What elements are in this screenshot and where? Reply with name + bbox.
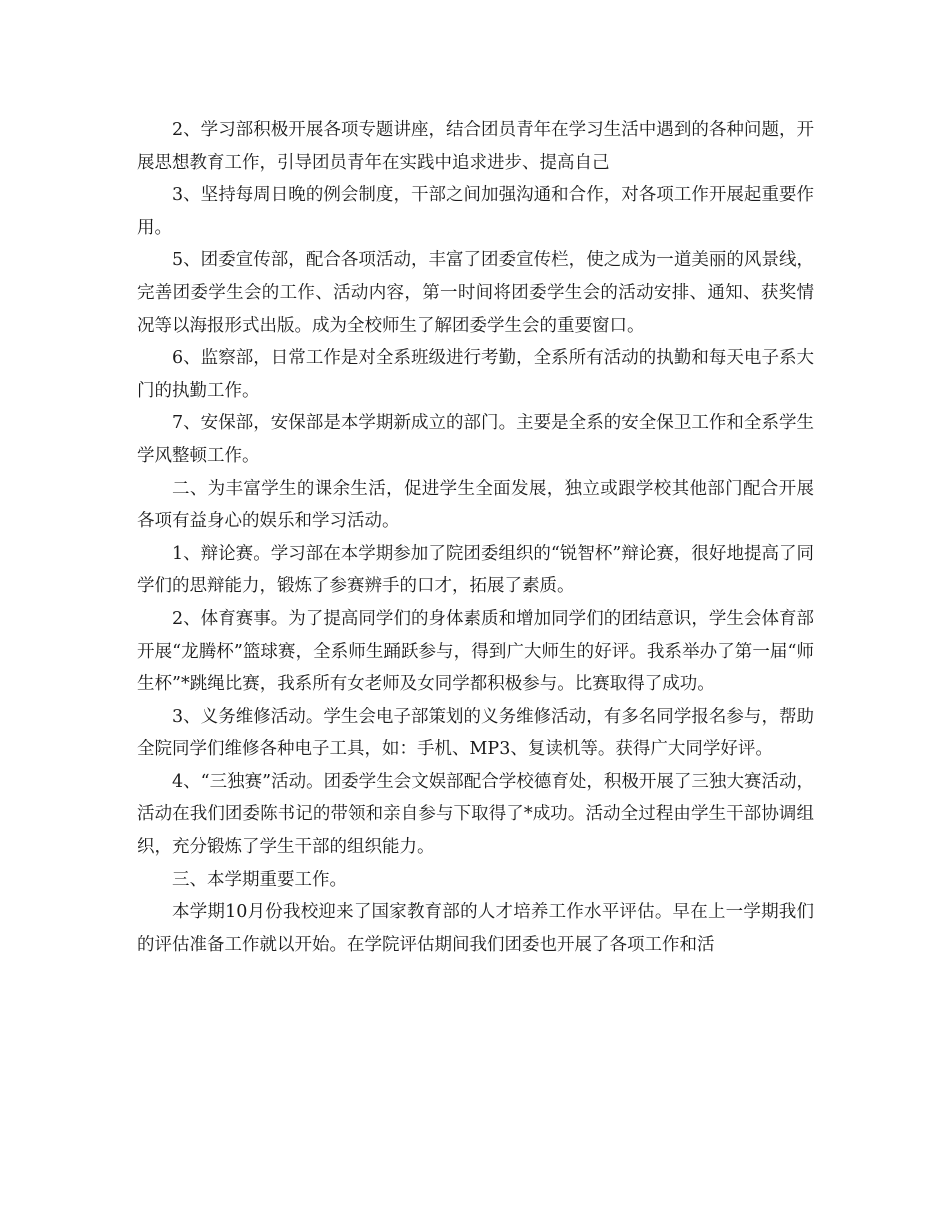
paragraph-evaluation: 本学期10月份我校迎来了国家教育部的人才培养工作水平评估。早在上一学期我们的评估准备工作就以开始。在学院评估期间我们团委也开展了各项工作和活: [137, 902, 814, 955]
paragraph-sports: 2、体育赛事。为了提高同学们的身体素质和增加同学们的团结意识，学生会体育部开展“龙腾杯”篮球赛，全系师生踊跃参与，得到广大师生的好评。我系举办了第一届“师生杯”*跳绳比赛，我系所有女老师及女同学都积极参与。比赛取得了成功。: [137, 608, 814, 695]
paragraph-debate: 1、辩论赛。学习部在本学期参加了院团委组织的“锐智杯”辩论赛，很好地提高了同学们的思辩能力，锻炼了参赛辨手的口才，拓展了素质。: [137, 543, 814, 597]
paragraph-weekly-meeting: 3、坚持每周日晚的例会制度，干部之间加强沟通和合作，对各项工作开展起重要作用。: [137, 185, 814, 238]
paragraph-study-lectures: 2、学习部积极开展各项专题讲座，结合团员青年在学习生活中遇到的各种问题，开展思想教育工作，引导团员青年在实践中追求进步、提高自己: [137, 120, 814, 173]
section-heading-activities: 二、为丰富学生的课余生活，促进学生全面发展，独立或跟学校其他部门配合开展各项有益身心的娱乐和学习活动。: [137, 478, 814, 532]
paragraph-inspection-dept: 6、监察部，日常工作是对全系班级进行考勤，全系所有活动的执勤和每天电子系大门的执勤工作。: [137, 348, 814, 401]
section-heading-important-work: 三、本学期重要工作。: [172, 869, 347, 890]
paragraph-repair: 3、义务维修活动。学生会电子部策划的义务维修活动，有多名同学报名参与，帮助全院同学们维修各种电子工具，如：手机、MP3、复读机等。获得广大同学好评。: [137, 706, 814, 760]
document-body: [137, 114, 814, 961]
paragraph-publicity-dept: 5、团委宣传部，配合各项活动，丰富了团委宣传栏，使之成为一道美丽的风景线，完善团委学生会的工作、活动内容，第一时间将团委学生会的活动安排、通知、获奖情况等以海报形式出版。成为全校师生了解团委学生会的重要窗口。: [137, 250, 814, 336]
paragraph-security-dept: 7、安保部，安保部是本学期新成立的部门。主要是全系的安全保卫工作和全系学生学风整顿工作。: [137, 413, 814, 466]
paragraph-three-solo-contest: 4、“三独赛”活动。团委学生会文娱部配合学校德育处，积极开展了三独大赛活动，活动在我们团委陈书记的带领和亲自参与下取得了*成功。活动全过程由学生干部协调组织，充分锻炼了学生干部的组织能力。: [137, 771, 814, 858]
